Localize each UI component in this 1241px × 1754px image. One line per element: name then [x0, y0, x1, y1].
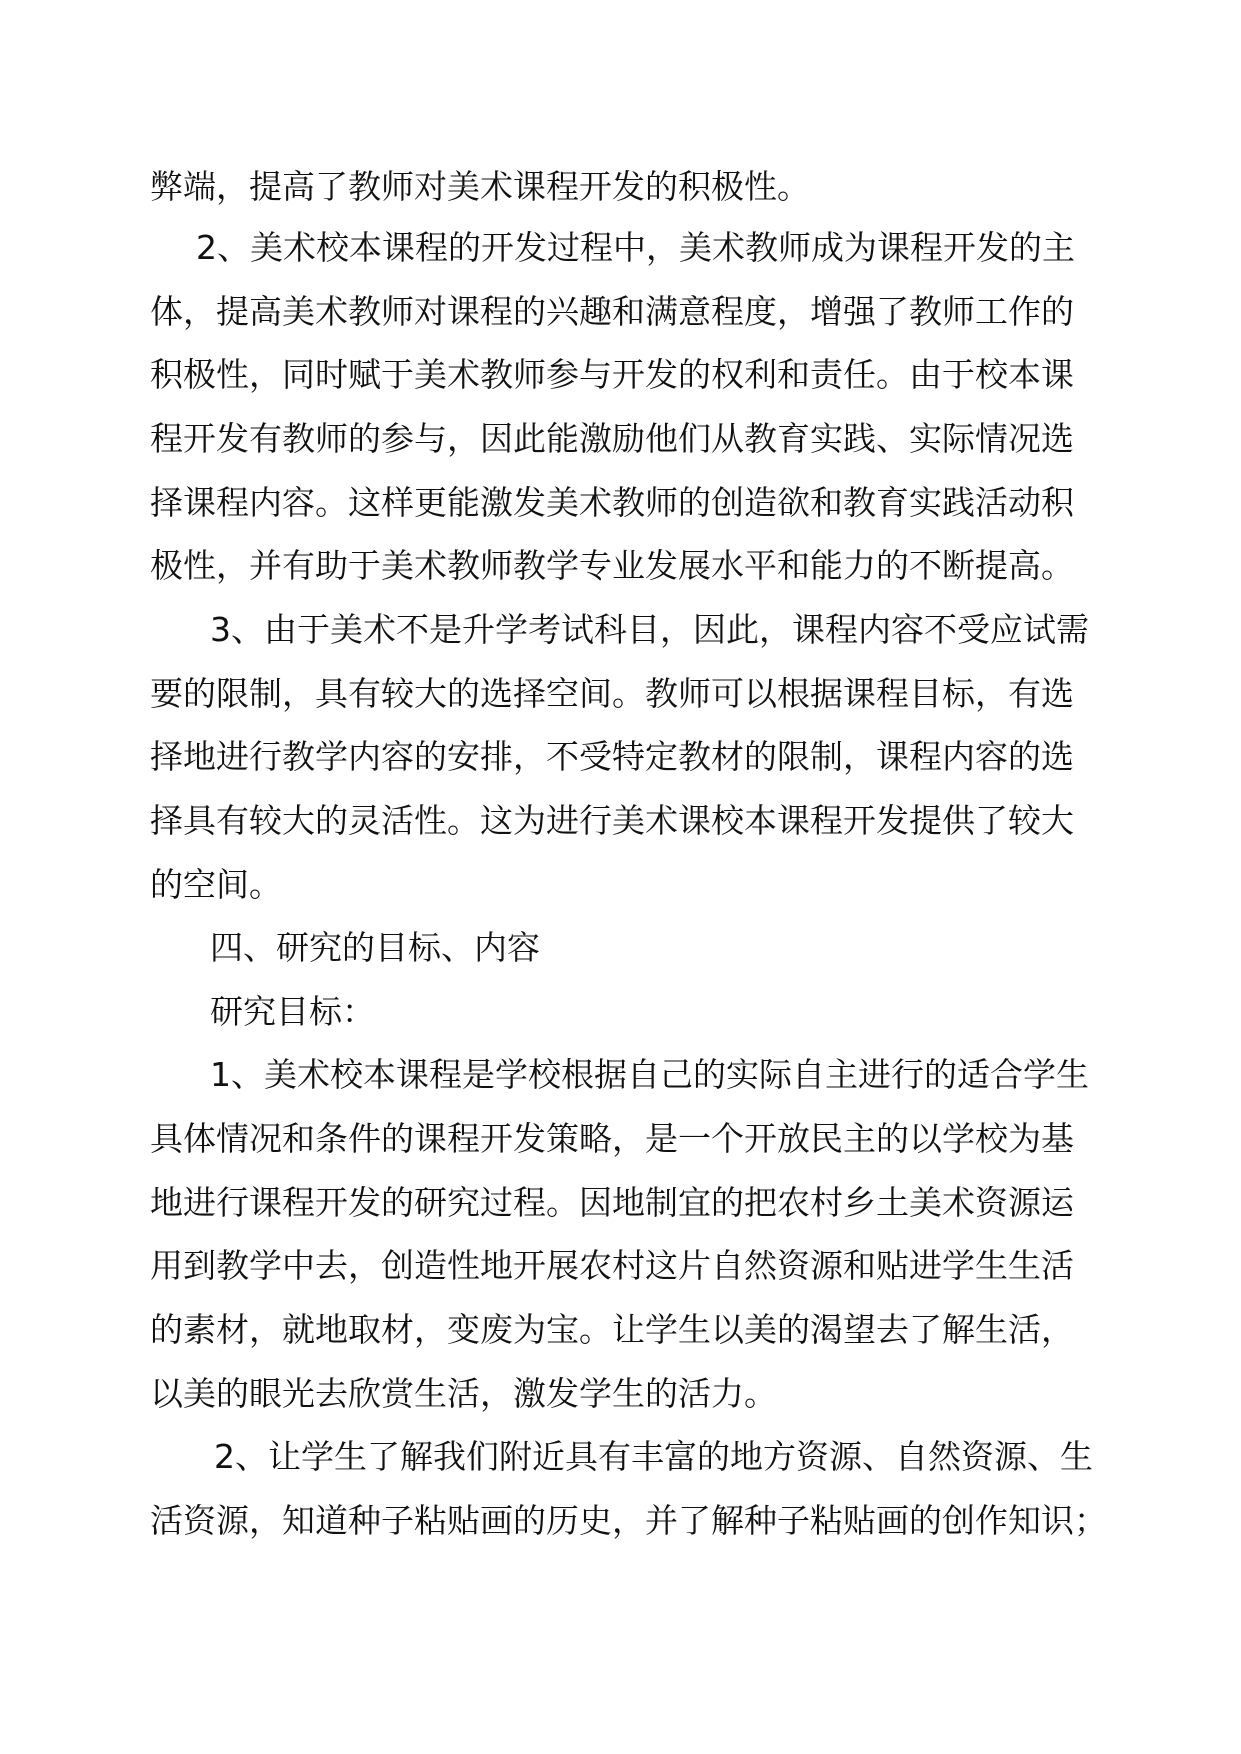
text-line-9: 要的限制，具有较大的选择空间。教师可以根据课程目标，有选 — [150, 674, 1074, 713]
text-line-12: 的空间。 — [150, 865, 282, 904]
text-line-5: 程开发有教师的参与，因此能激励他们从教育实践、实际情况选 — [150, 419, 1074, 458]
text-line-19: 的素材，就地取材，变废为宝。让学生以美的渴望去了解生活， — [150, 1310, 1074, 1349]
text-line-7: 极性，并有助于美术教师教学专业发展水平和能力的不断提高。 — [150, 546, 1074, 585]
text-line-21: 2、让学生了解我们附近具有丰富的地方资源、自然资源、生 — [214, 1437, 1093, 1476]
text-line-10: 择地进行教学内容的安排，不受特定教材的限制，课程内容的选 — [150, 737, 1074, 776]
text-line-22: 活资源，知道种子粘贴画的历史，并了解种子粘贴画的创作知识； — [150, 1501, 1107, 1540]
text-line-1: 弊端，提高了教师对美术课程开发的积极性。 — [150, 167, 810, 206]
section-heading: 四、研究的目标、内容 — [210, 928, 540, 967]
text-line-8: 3、由于美术不是升学考试科目，因此，课程内容不受应试需 — [210, 610, 1089, 649]
text-line-3: 体，提高美术教师对课程的兴趣和满意程度，增强了教师工作的 — [150, 292, 1074, 331]
text-line-20: 以美的眼光去欣赏生活，激发学生的活力。 — [150, 1374, 777, 1413]
text-line-16: 具体情况和条件的课程开发策略，是一个开放民主的以学校为基 — [150, 1119, 1074, 1158]
text-line-6: 择课程内容。这样更能激发美术教师的创造欲和教育实践活动积 — [150, 483, 1074, 522]
text-line-2: 2、美术校本课程的开发过程中，美术教师成为课程开发的主 — [196, 228, 1075, 267]
text-line-4: 积极性，同时赋于美术教师参与开发的权利和责任。由于校本课 — [150, 355, 1074, 394]
text-line-18: 用到教学中去，创造性地开展农村这片自然资源和贴进学生生活 — [150, 1246, 1074, 1285]
text-line-15: 1、美术校本课程是学校根据自己的实际自主进行的适合学生 — [210, 1055, 1089, 1094]
text-line-11: 择具有较大的灵活性。这为进行美术课校本课程开发提供了较大 — [150, 801, 1074, 840]
subsection-heading: 研究目标： — [210, 992, 375, 1031]
text-line-17: 地进行课程开发的研究过程。因地制宜的把农村乡土美术资源运 — [150, 1183, 1074, 1222]
